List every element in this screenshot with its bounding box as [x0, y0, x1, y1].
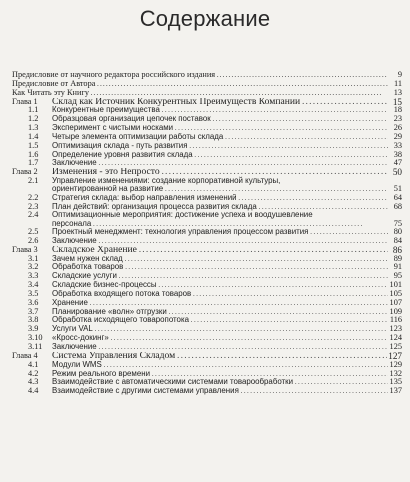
toc-entry-title: Модули WMS . . . [52, 361, 388, 370]
toc-entry-number: 1.3 [28, 123, 39, 133]
toc-entry-number: 3.7 [28, 306, 39, 316]
toc-entry-title: Эксперимент с чистыми носками . . . [52, 124, 388, 133]
toc-entry-title: Как Читать эту Книгу . . . [12, 89, 388, 98]
toc-section-row [12, 142, 402, 151]
toc-front-row [12, 71, 402, 80]
toc-section-row [12, 334, 402, 343]
toc-entry-number: 1.5 [28, 140, 39, 150]
toc-entry-number: 4.3 [28, 377, 39, 387]
toc-section-row [12, 237, 402, 246]
toc-chapter-row [12, 352, 402, 361]
toc-entry-title: План действий: организация процесса развития склада . . . [52, 203, 388, 212]
toc-entry-number: 2.3 [28, 201, 39, 211]
toc-entry-number: Глава 3 [12, 244, 38, 254]
toc-entry-title: Определение уровня развития склада . . . [52, 151, 388, 160]
toc-entry-number: 3.4 [28, 280, 39, 290]
toc-entry-number: Глава 1 [12, 96, 38, 106]
toc-entry-title: Конкурентные преимущества . . . [52, 106, 388, 115]
toc-entry-title-line: ориентированной на развитие . . . [52, 185, 388, 193]
table-of-contents [12, 71, 402, 396]
toc-entry-number: 3.2 [28, 262, 39, 272]
toc-entry-title-line: Оптимизационные мероприятия: достижение успеха и воодушевление [52, 210, 313, 220]
toc-section-row [12, 263, 402, 272]
toc-entry-title: Планирование «волн» отгрузки . . . [52, 308, 388, 317]
toc-section-row [12, 387, 402, 396]
toc-entry-number: 3.9 [28, 324, 39, 334]
toc-page-number: 80 [393, 227, 402, 236]
toc-entry-number: 4.4 [28, 386, 39, 396]
toc-section-row [12, 115, 402, 124]
toc-page-number: 137 [389, 386, 402, 396]
toc-page-number: 135 [389, 377, 402, 387]
toc-page-number: 18 [393, 105, 402, 115]
toc-entry-number: 2.4 [28, 210, 39, 220]
toc-entry-title: Взаимодействие с другими системами управления . . . [52, 387, 388, 396]
toc-entry-number: 3.5 [28, 288, 39, 298]
toc-entry-title: Проектный менеджмент: технология управления процессом развития . . . [52, 228, 388, 237]
toc-page-number: 125 [389, 341, 402, 351]
toc-entry-number: Глава 4 [12, 350, 38, 360]
toc-section-row [12, 290, 402, 299]
toc-entry-number: 3.8 [28, 315, 39, 325]
toc-entry-title: Изменения - это Непросто . . . [52, 168, 388, 177]
toc-section-row [12, 299, 402, 308]
toc-entry-number: 2.5 [28, 227, 39, 236]
toc-front-row [12, 89, 402, 98]
toc-section-row [12, 151, 402, 160]
toc-page-number: 68 [393, 201, 402, 211]
toc-page-number: 95 [393, 271, 402, 281]
toc-entry-title: Склад как Источник Конкурентных Преимуществ Компании . . . [52, 98, 388, 107]
toc-entry-title: Предисловие от Автора . . . [12, 80, 388, 89]
toc-entry-title: Четыре элемента оптимизации работы склада . . . [52, 133, 388, 142]
toc-page-number: 84 [393, 235, 402, 245]
toc-section-row [12, 159, 402, 168]
toc-page-number: 11 [394, 78, 402, 88]
toc-page-number: 38 [393, 149, 402, 159]
toc-entry-title-line: персонала . . . [52, 220, 388, 228]
toc-section-row [12, 228, 402, 237]
toc-entry-number: Глава 2 [12, 167, 38, 177]
toc-section-row [12, 272, 402, 281]
toc-chapter-row [12, 98, 402, 107]
toc-section-row [12, 124, 402, 133]
toc-entry-number: 1.2 [28, 114, 39, 124]
toc-section-row [12, 308, 402, 317]
toc-section-row [12, 194, 402, 203]
toc-entry-number: 2.2 [28, 192, 39, 202]
toc-page-number: 33 [393, 140, 402, 150]
toc-entry-title: Хранение . . . [52, 299, 388, 308]
toc-entry-title: Обработка исходящего товаропотока . . . [52, 316, 388, 325]
toc-page-number: 89 [393, 253, 402, 263]
toc-entry-title: Стратегия склада: выбор направления изменений . . . [52, 194, 388, 203]
toc-entry-title: Услуги VAL . . . [52, 325, 388, 334]
toc-page-number: 105 [389, 288, 402, 298]
toc-section-row [12, 343, 402, 352]
toc-section-row [12, 211, 402, 228]
toc-page-number: 75 [393, 218, 402, 228]
toc-page-number: 91 [393, 262, 402, 272]
toc-entry-number: 1.7 [28, 158, 39, 168]
toc-page-number: 124 [389, 333, 402, 343]
toc-page-number: 109 [389, 306, 402, 316]
toc-entry-title: Заключение . . . [52, 343, 388, 352]
toc-page-number: 129 [389, 359, 402, 369]
toc-page-number: 127 [388, 350, 402, 361]
toc-entry-title: Взаимодействие с автоматическими системами товарообработки . . . [52, 378, 388, 387]
toc-page-number: 29 [393, 131, 402, 141]
toc-entry-title: Предисловие от научного редактора российского издания . . . [12, 71, 388, 80]
toc-section-row [12, 133, 402, 142]
toc-entry-title: Заключение . . . [52, 159, 388, 168]
toc-page-number: 107 [389, 297, 402, 307]
toc-entry-title: «Кросс-докинг» . . . [52, 334, 388, 343]
toc-entry-title: Режим реального времени . . . [52, 370, 388, 379]
toc-entry-title [52, 177, 388, 193]
toc-page-number: 15 [392, 96, 402, 107]
toc-entry-title: Оптимизация склада - путь развития . . . [52, 142, 388, 151]
toc-entry-title: Складские бизнес-процессы . . . [52, 281, 388, 290]
toc-entry-title: Система Управления Складом . . . [52, 352, 388, 361]
toc-page-number: 132 [389, 368, 402, 378]
toc-section-row [12, 361, 402, 370]
toc-entry-title: Обработка входящего потока товаров . . . [52, 290, 388, 299]
toc-page-number: 47 [393, 158, 402, 168]
toc-front-row [12, 80, 402, 89]
toc-entry-title: Складское Хранение . . . [52, 246, 388, 255]
toc-page-number: 23 [393, 114, 402, 124]
toc-page-number: 123 [389, 324, 402, 334]
toc-page-number: 9 [397, 70, 402, 79]
toc-entry-number: 3.6 [28, 297, 39, 307]
toc-section-row [12, 177, 402, 194]
toc-entry-title: Зачем нужен склад . . . [52, 255, 388, 264]
toc-entry-number: 2.1 [28, 176, 39, 186]
toc-page-number: 86 [392, 244, 402, 255]
toc-entry-number: 3.11 [28, 341, 43, 351]
toc-entry-number: 2.6 [28, 235, 39, 245]
toc-entry-number: 4.2 [28, 368, 39, 378]
toc-section-row [12, 106, 402, 115]
toc-page-number: 26 [393, 123, 402, 133]
toc-chapter-row [12, 246, 402, 255]
toc-entry-number: 4.1 [28, 359, 39, 369]
toc-section-row [12, 316, 402, 325]
toc-entry-title: Заключение . . . [52, 237, 388, 246]
toc-entry-title: Складские услуги . . . [52, 272, 388, 281]
page-title: Содержание [139, 6, 271, 31]
toc-page-number: 64 [393, 192, 402, 202]
toc-entry-number: 3.3 [28, 271, 39, 281]
toc-page-number: 13 [393, 87, 402, 97]
toc-section-row [12, 281, 402, 290]
toc-entry-title [52, 211, 388, 227]
toc-entry-title-line: Управление изменениями: создание корпоративной культуры, [52, 176, 281, 186]
toc-entry-number: 3.1 [28, 253, 39, 263]
toc-section-row [12, 370, 402, 379]
toc-entry-number: 1.1 [28, 105, 39, 115]
toc-section-row [12, 255, 402, 264]
toc-page-number: 51 [393, 184, 402, 194]
toc-entry-title: Образцовая организация цепочек поставок . . . [52, 115, 388, 124]
toc-page-number: 116 [389, 315, 402, 325]
toc-entry-number: 3.10 [28, 333, 43, 343]
toc-entry-number: 1.6 [28, 149, 39, 159]
toc-page-number: 50 [392, 167, 402, 178]
toc-entry-title: Обработка товаров . . . [52, 263, 388, 272]
toc-section-row [12, 325, 402, 334]
toc-page-number: 101 [389, 280, 402, 290]
toc-section-row [12, 378, 402, 387]
toc-entry-number: 1.4 [28, 131, 39, 141]
